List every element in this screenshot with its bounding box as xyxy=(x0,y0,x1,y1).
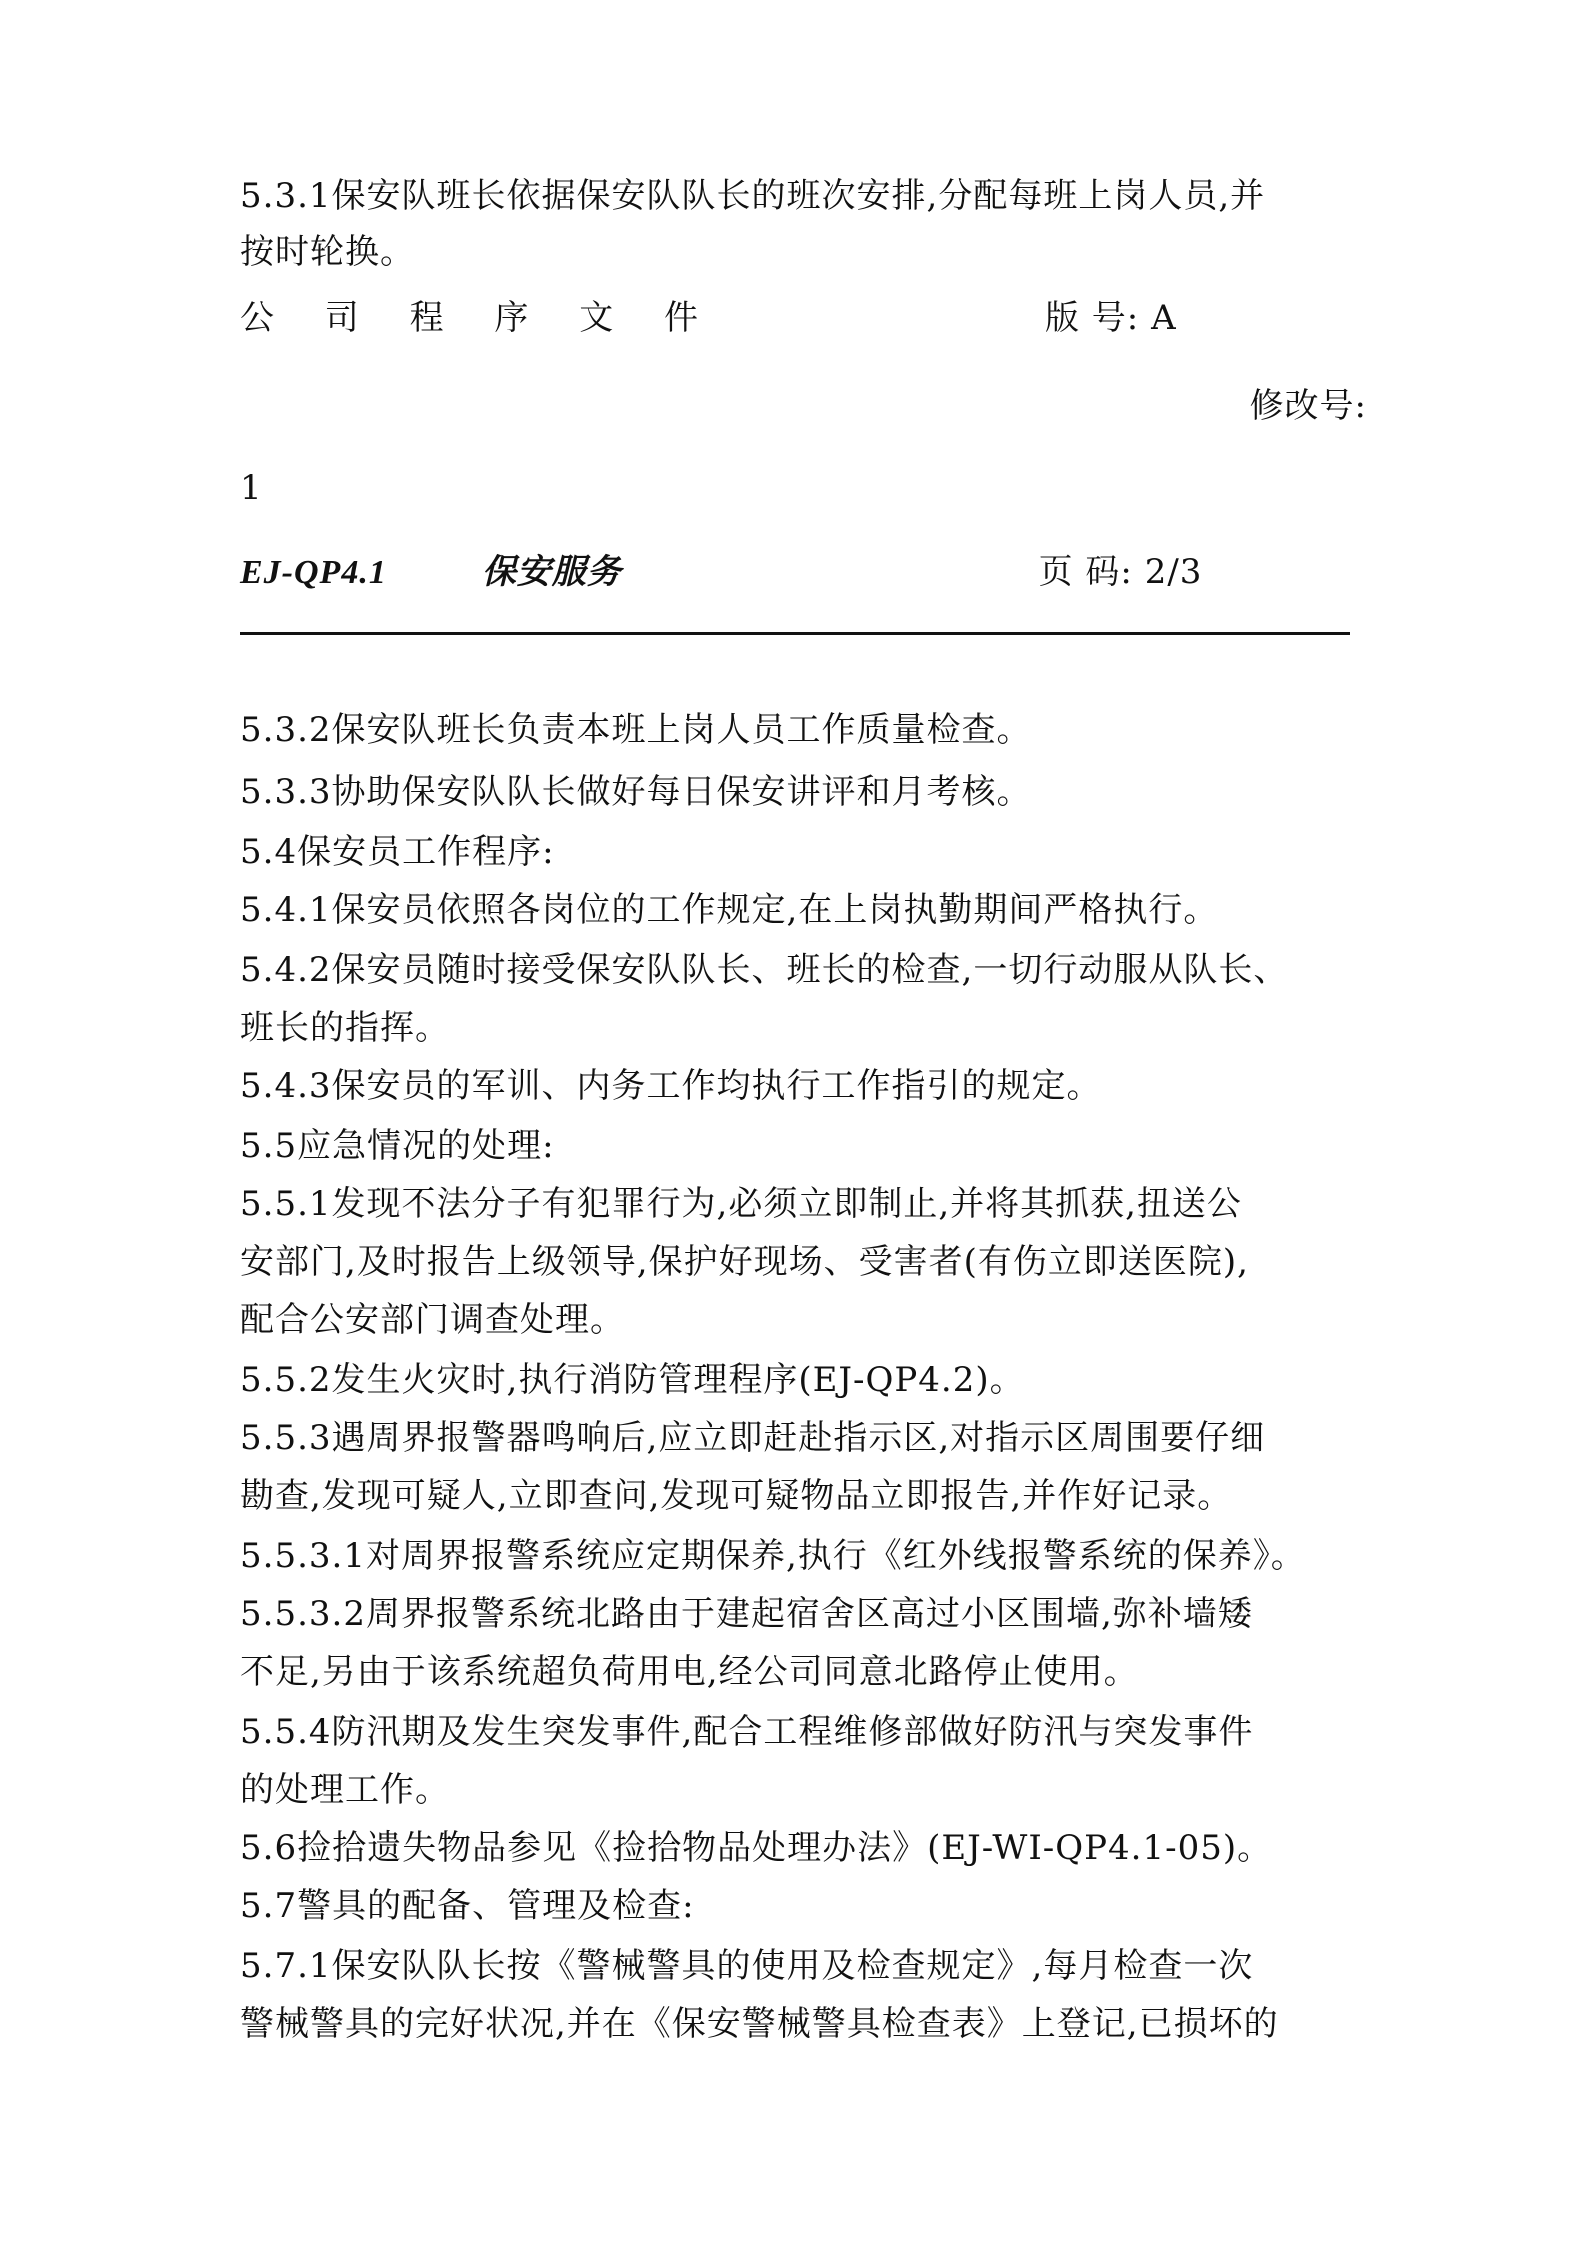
paragraph-line: 5.6捡拾遗失物品参见《捡拾物品处理办法》(EJ-WI-QP4.1-05)。 xyxy=(240,1828,1273,1868)
paragraph-line: 5.5.3遇周界报警器鸣响后,应立即赶赴指示区,对指示区周围要仔细 xyxy=(240,1418,1266,1458)
paragraph-line: 勘查,发现可疑人,立即查问,发现可疑物品立即报告,并作好记录。 xyxy=(240,1476,1233,1516)
revision-label: 修改号: xyxy=(1249,386,1367,426)
paragraph-line: 按时轮换。 xyxy=(240,232,415,272)
paragraph-line: 5.4.1保安员依照各岗位的工作规定,在上岗执勤期间严格执行。 xyxy=(240,890,1219,930)
doc-code: EJ-QP4.1 xyxy=(240,554,387,591)
version-info xyxy=(1045,292,1305,344)
paragraph-line: 5.3.2保安队班长负责本班上岗人员工作质量检查。 xyxy=(240,710,1032,750)
paragraph-line: 班长的指挥。 xyxy=(240,1008,450,1048)
paragraph-line: 5.5.3.2周界报警系统北路由于建起宿舍区高过小区围墙,弥补墙矮 xyxy=(240,1594,1253,1634)
paragraph-line: 5.4保安员工作程序: xyxy=(240,832,555,872)
paragraph-line: 5.4.3保安员的军训、内务工作均执行工作指引的规定。 xyxy=(240,1066,1102,1106)
paragraph-line: 5.3.3协助保安队队长做好每日保安讲评和月考核。 xyxy=(240,772,1032,812)
page-number: 2/3 xyxy=(1144,552,1203,592)
paragraph-line: 警械警具的完好状况,并在《保安警械警具检查表》上登记,已损坏的 xyxy=(240,2004,1279,2044)
version-label: 版 号: xyxy=(1045,298,1140,338)
paragraph-line: 不足,另由于该系统超负荷用电,经公司同意北路停止使用。 xyxy=(240,1652,1139,1692)
paragraph-line: 5.3.1保安队班长依据保安队队长的班次安排,分配每班上岗人员,并 xyxy=(240,176,1266,216)
paragraph-line: 5.4.2保安员随时接受保安队队长、班长的检查,一切行动服从队长、 xyxy=(240,950,1289,990)
doc-type-label: 公 司 程 序 文 件 xyxy=(240,298,719,338)
paragraph-line: 配合公安部门调查处理。 xyxy=(240,1300,625,1340)
paragraph-line: 5.7.1保安队队长按《警械警具的使用及检查规定》,每月检查一次 xyxy=(240,1946,1254,1986)
paragraph-line: 5.5.4防汛期及发生突发事件,配合工程维修部做好防汛与突发事件 xyxy=(240,1712,1254,1752)
doc-title: 保安服务 xyxy=(481,554,622,591)
paragraph-line: 5.5.2发生火灾时,执行消防管理程序(EJ-QP4.2)。 xyxy=(240,1360,1025,1400)
paragraph-line: 5.5.1发现不法分子有犯罪行为,必须立即制止,并将其抓获,扭送公 xyxy=(240,1184,1242,1224)
paragraph-line: 安部门,及时报告上级领导,保护好现场、受害者(有伤立即送医院), xyxy=(240,1242,1249,1282)
paragraph-line: 5.5.3.1对周界报警系统应定期保养,执行《红外线报警系统的保养》。 xyxy=(240,1536,1306,1576)
page-label: 页 码: xyxy=(1038,552,1133,592)
doc-header-row xyxy=(240,546,1360,599)
revision-value: 1 xyxy=(240,468,263,508)
paragraph-line: 5.7警具的配备、管理及检查: xyxy=(240,1886,695,1926)
paragraph-line: 5.5应急情况的处理: xyxy=(240,1126,555,1166)
header-divider xyxy=(240,632,1350,635)
version-value: A xyxy=(1151,298,1177,338)
paragraph-line: 的处理工作。 xyxy=(240,1770,450,1810)
